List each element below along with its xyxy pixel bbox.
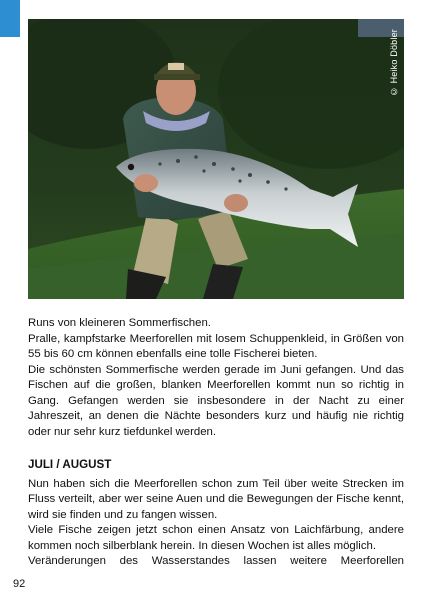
body-text — [28, 316, 404, 570]
angler-with-sea-trout-photo — [28, 19, 404, 299]
page-number: 92 — [13, 578, 26, 590]
paragraph: Nun haben sich die Meerforellen schon zum Teil über weite Strecken im Fluss verteilt, aber wer seine Auen und die Bewegungen der Fische kennt, wird sie finden und zu fangen wissen. — [28, 477, 404, 521]
paragraph: Viele Fische zeigen jetzt schon einen Ansatz von Laichfärbung, andere kommen noch silberblank herein. In diesen Wochen ist alles möglich. — [28, 524, 404, 552]
paragraph: Veränderungen des Wasserstandes lassen weitere Meerforellen — [28, 555, 404, 567]
paragraph: Pralle, kampfstarke Meerforellen mit losem Schuppenkleid, in Größen von 55 bis 60 cm können ebenfalls eine tolle Fischerei bieten. — [28, 332, 404, 360]
paragraph: Runs von kleineren Sommerfischen. — [28, 317, 211, 329]
paragraph: Die schönsten Sommerfische werden gerade im Juni gefangen. Und das Fischen auf die großen, blanken Meerforellen kommt nun so richtig in Gang. Gefangen werden sie insbesondere in der Nacht zu einer Jahreszeit, an denen die Nächte besonders kurz und häufig nie richtig oder nur sehr kurz tiefdunkel werden. — [28, 363, 404, 438]
photo-credit: © Heiko Döbler — [389, 29, 399, 97]
chapter-tab-marker — [0, 0, 20, 37]
section-heading: JULI / AUGUST — [28, 458, 112, 471]
photo-illustration — [28, 19, 404, 299]
